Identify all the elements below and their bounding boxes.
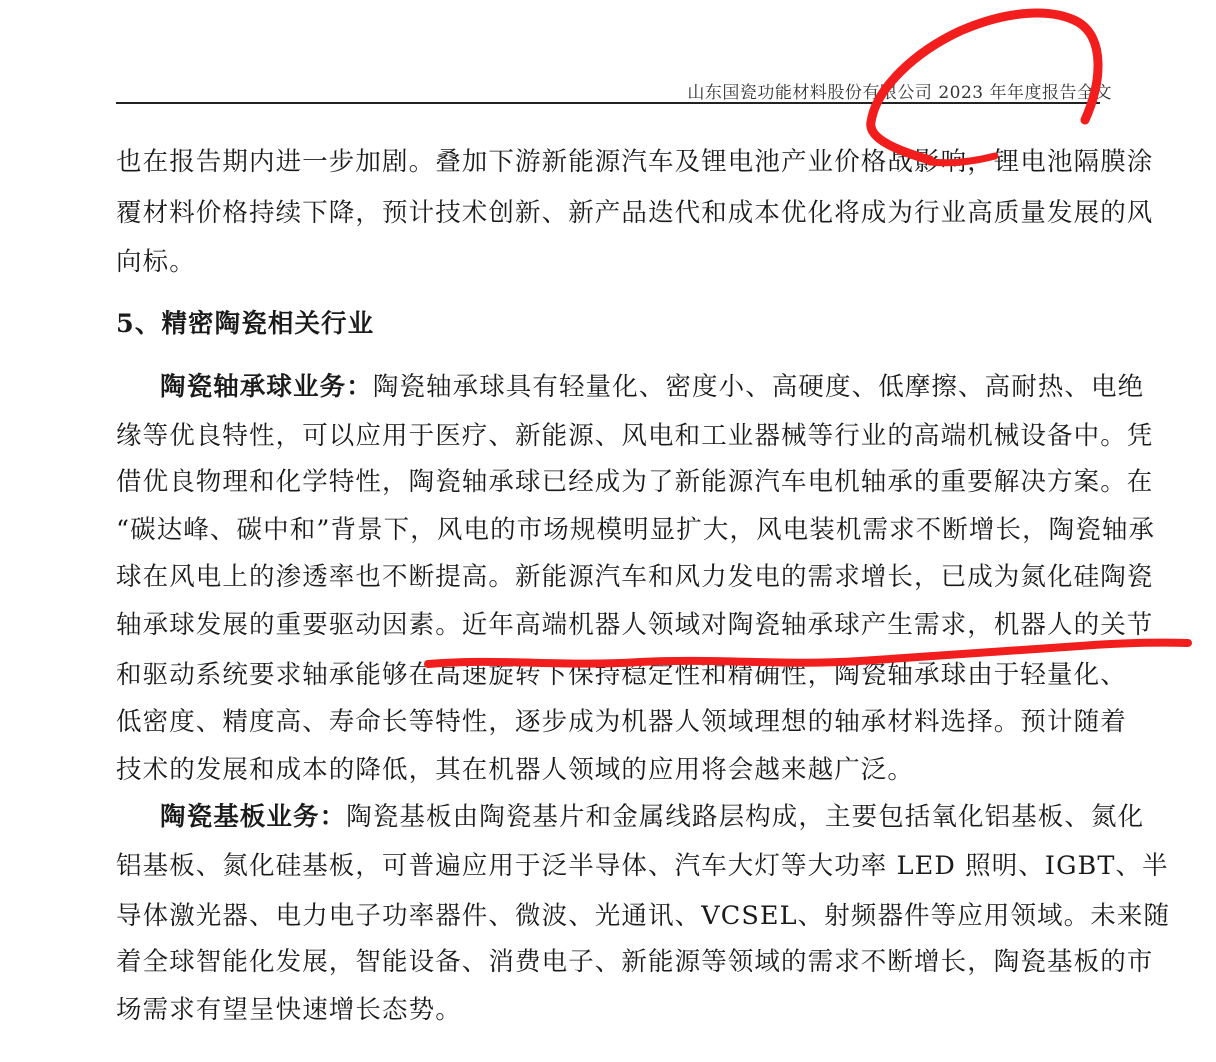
- paragraph-line: 导体激光器、电力电子功率器件、微波、光通讯、VCSEL、射频器件等应用领域。未来随: [116, 901, 1171, 931]
- paragraph-line: 场需求有望呈快速增长态势。: [116, 995, 462, 1025]
- paragraph-line: 球在风电上的渗透率也不断提高。新能源汽车和风力发电的需求增长，已成为氮化硅陶瓷: [116, 562, 1154, 592]
- paragraph-line: “碳达峰、碳中和”背景下，风电的市场规模明显扩大，风电装机需求不断增长，陶瓷轴承: [116, 515, 1156, 545]
- paragraph-line: 覆材料价格持续下降，预计技术创新、新产品迭代和成本优化将成为行业高质量发展的风: [116, 198, 1154, 228]
- paragraph-line: 也在报告期内进一步加剧。叠加下游新能源汽车及锂电池产业价格战影响，锂电池隔膜涂: [116, 147, 1154, 177]
- paragraph-line: 和驱动系统要求轴承能够在高速旋转下保持稳定性和精确性，陶瓷轴承球由于轻量化、: [116, 660, 1127, 690]
- paragraph-line: 铝基板、氮化硅基板，可普遍应用于泛半导体、汽车大灯等大功率 LED 照明、IGBT、半: [116, 851, 1169, 881]
- paragraph-line: 借优良物理和化学特性，陶瓷轴承球已经成为了新能源汽车电机轴承的重要解决方案。在: [116, 467, 1154, 497]
- paragraph-line: 向标。: [116, 247, 196, 277]
- paragraph-line: 技术的发展和成本的降低，其在机器人领域的应用将会越来越广泛。: [116, 755, 915, 785]
- paragraph-line: 着全球智能化发展，智能设备、消费电子、新能源等领域的需求不断增长，陶瓷基板的市: [116, 947, 1154, 977]
- paragraph-line: [160, 371, 1144, 403]
- paragraph-line: [160, 801, 1144, 833]
- bearing-label: 陶瓷轴承球业务：: [160, 372, 373, 402]
- substrate-first-line: 陶瓷基板由陶瓷基片和金属线路层构成，主要包括氧化铝基板、氮化: [346, 802, 1145, 832]
- header-rule: [116, 102, 1100, 104]
- paragraph-line: 轴承球发展的重要驱动因素。近年高端机器人领域对陶瓷轴承球产生需求，机器人的关节: [116, 610, 1154, 640]
- report-header: 山东国瓷功能材料股份有限公司 2023 年年度报告全文: [687, 83, 1112, 103]
- paragraph-line: 低密度、精度高、寿命长等特性，逐步成为机器人领域理想的轴承材料选择。预计随着: [116, 707, 1127, 737]
- paragraph-line: 缘等优良特性，可以应用于医疗、新能源、风电和工业器械等行业的高端机械设备中。凭: [116, 421, 1154, 451]
- section-heading: 5、精密陶瓷相关行业: [116, 309, 375, 339]
- bearing-first-line: 陶瓷轴承球具有轻量化、密度小、高硬度、低摩擦、高耐热、电绝: [372, 372, 1145, 402]
- substrate-label: 陶瓷基板业务：: [160, 802, 347, 832]
